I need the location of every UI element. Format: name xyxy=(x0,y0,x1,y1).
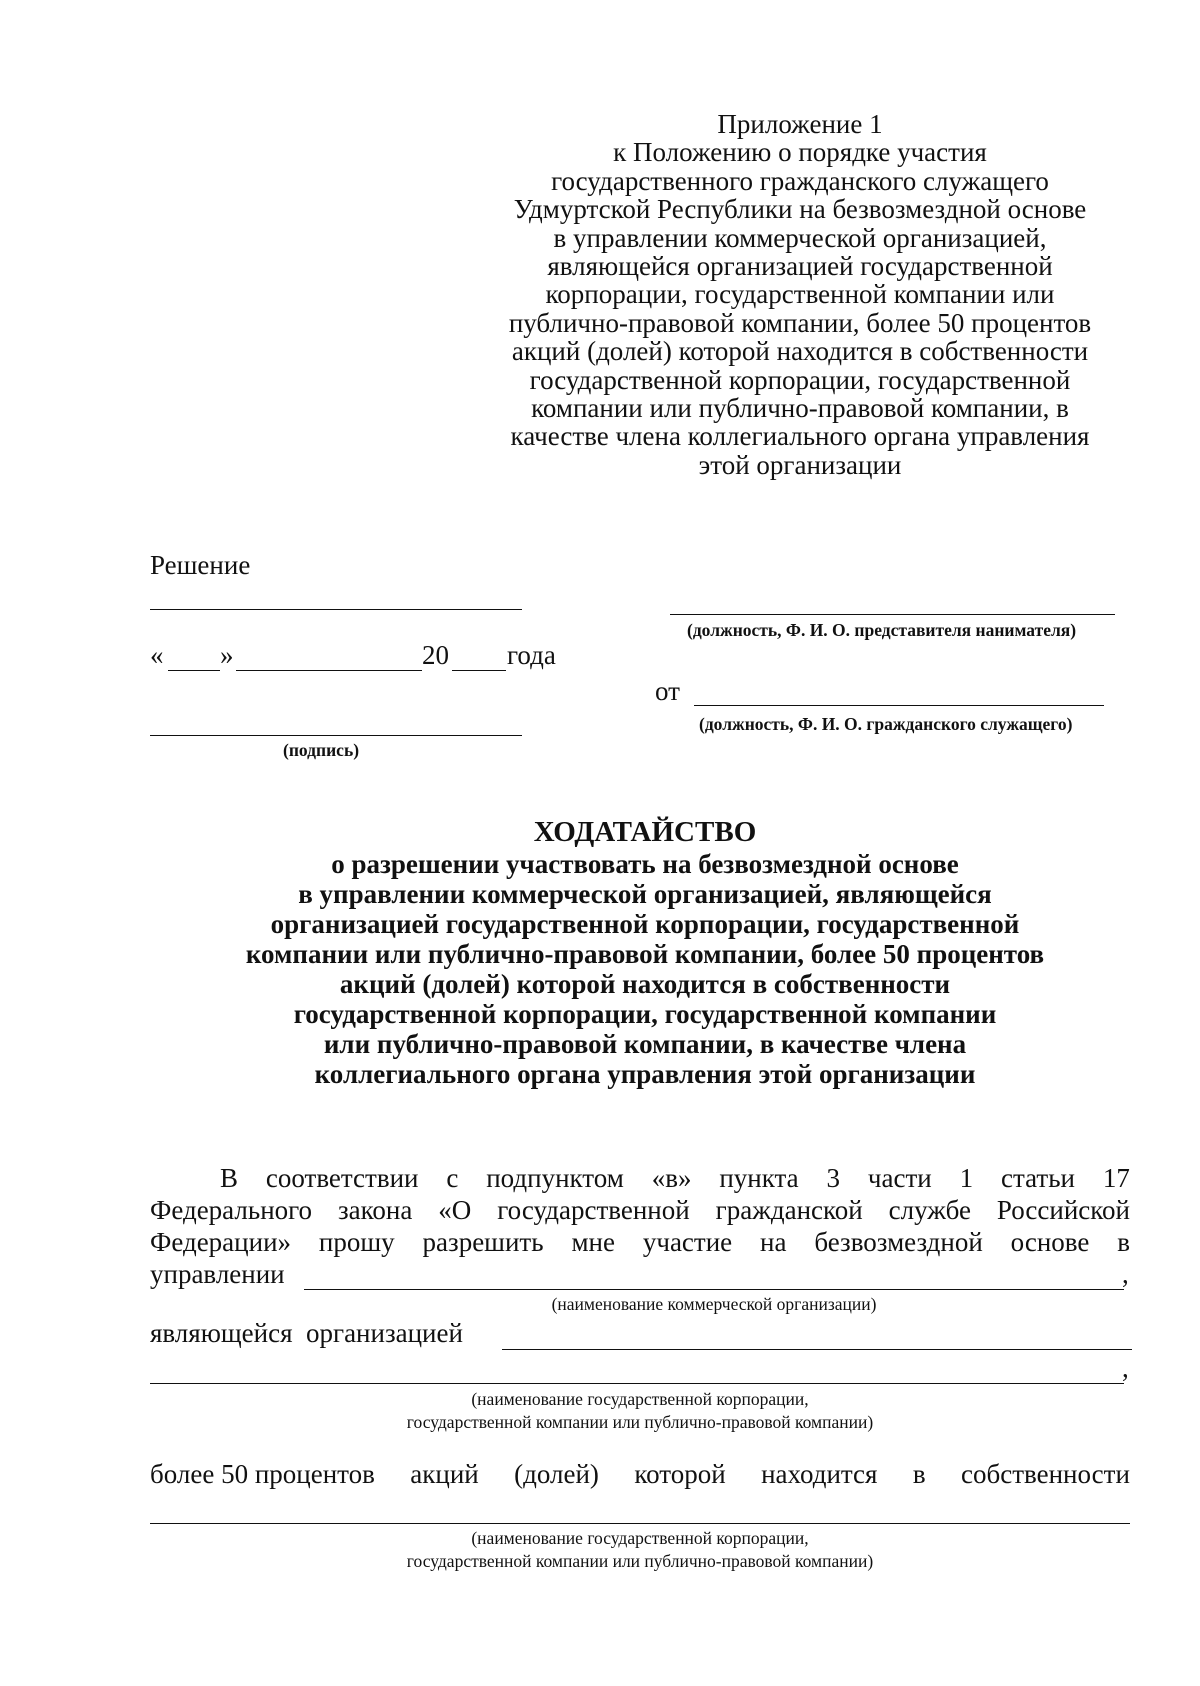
word: «в» xyxy=(651,1163,692,1193)
title-line: государственной корпорации, государственной компании xyxy=(293,999,997,1029)
title-line: акций (долей) которой находится в собственности xyxy=(339,969,951,999)
title-line: в управлении коммерческой организацией, являющейся xyxy=(298,879,992,909)
body-line-1 xyxy=(220,1163,1130,1194)
title-line: о разрешении участвовать на безвозмездной основе xyxy=(331,849,959,879)
appendix-header xyxy=(470,110,1130,479)
signature-caption: (подпись) xyxy=(283,740,360,760)
date-open-quote: « xyxy=(150,640,164,670)
title-line: коллегиального органа управления этой организации xyxy=(314,1059,976,1089)
word: в xyxy=(1117,1227,1130,1257)
appendix-line: являющейся организацией государственной xyxy=(547,251,1053,282)
employee-caption: (должность, Ф. И. О. гражданского служащего) xyxy=(699,714,1073,734)
word: более 50 процентов xyxy=(150,1459,375,1489)
word: гражданской xyxy=(715,1195,863,1225)
date-close-quote: » xyxy=(220,640,234,670)
word: части xyxy=(867,1163,932,1193)
appendix-line: Удмуртской Республики на безвозмездной основе xyxy=(513,194,1087,225)
comma: , xyxy=(1122,1353,1129,1383)
appendix-line: государственной корпорации, государственной xyxy=(529,364,1071,395)
commercial-org-blank[interactable] xyxy=(304,1289,1124,1290)
appendix-line: корпорации, государственной компании или xyxy=(545,279,1055,310)
decision-blank-line[interactable] xyxy=(150,609,522,610)
appendix-line: компании или публично-правовой компании, в xyxy=(531,393,1069,424)
word: соответствии xyxy=(265,1163,419,1193)
signature-line[interactable] xyxy=(150,735,522,736)
word: в xyxy=(912,1459,926,1489)
appendix-line: акций (долей) которой находится в собственности xyxy=(511,336,1089,367)
employee-blank-line[interactable] xyxy=(694,705,1104,706)
word: пункта xyxy=(719,1163,799,1193)
employer-blank-line[interactable] xyxy=(670,614,1115,615)
caption-line: государственной компании или публично-правовой компании) xyxy=(406,1412,874,1432)
date-year-blank[interactable] xyxy=(452,670,506,671)
word: 17 xyxy=(1102,1163,1130,1193)
caption-line: государственной компании или публично-правовой компании) xyxy=(406,1551,874,1571)
appendix-line: публично-правовой компании, более 50 процентов xyxy=(508,307,1092,338)
title-line: или публично-правовой компании, в качестве члена xyxy=(323,1029,967,1059)
year-suffix: года xyxy=(507,640,556,670)
word: безвозмездной xyxy=(814,1227,983,1257)
body-line-2 xyxy=(150,1195,1130,1226)
word: 1 xyxy=(959,1163,974,1193)
commercial-org-caption: (наименование коммерческой организации) xyxy=(551,1294,877,1314)
owner-blank[interactable] xyxy=(150,1523,1130,1524)
word: прошу xyxy=(318,1227,395,1257)
appendix-line: в управлении коммерческой организацией, xyxy=(553,222,1047,253)
date-month-blank[interactable] xyxy=(236,670,422,671)
word: основе xyxy=(1010,1227,1090,1257)
appendix-line: Приложение 1 xyxy=(717,109,883,139)
word: мне xyxy=(571,1227,615,1257)
word: Российской xyxy=(996,1195,1130,1225)
appendix-line: государственного гражданского служащего xyxy=(551,165,1049,196)
from-label: от xyxy=(655,676,680,706)
word: Федерального xyxy=(150,1195,313,1225)
decision-label: Решение xyxy=(150,550,251,580)
word: с xyxy=(446,1163,459,1193)
word: подпунктом xyxy=(486,1163,624,1193)
word: Федерации» xyxy=(150,1227,292,1257)
word: акций xyxy=(410,1459,479,1489)
word: на xyxy=(760,1227,787,1257)
caption-line: (наименование государственной корпорации, xyxy=(471,1389,809,1409)
word: В xyxy=(220,1163,239,1193)
petition-heading: ХОДАТАЙСТВО xyxy=(533,816,757,848)
comma: , xyxy=(1122,1259,1129,1289)
word: которой xyxy=(634,1459,726,1489)
employer-caption: (должность, Ф. И. О. представителя нанимателя) xyxy=(687,620,1077,640)
caption-line: (наименование государственной корпорации, xyxy=(471,1528,809,1548)
being-label: являющейся организацией xyxy=(150,1318,463,1348)
appendix-line: качестве члена коллегиального органа управления xyxy=(510,421,1090,452)
word: (долей) xyxy=(514,1459,599,1489)
owner-caption xyxy=(150,1527,1130,1573)
word: «О xyxy=(438,1195,472,1225)
word: разрешить xyxy=(422,1227,544,1257)
word: 3 xyxy=(826,1163,841,1193)
word: участие xyxy=(642,1227,733,1257)
corporation-blank-1[interactable] xyxy=(502,1349,1132,1350)
appendix-line: к Положению о порядке участия xyxy=(613,137,987,168)
word: находится xyxy=(761,1459,878,1489)
corporation-caption xyxy=(150,1388,1130,1434)
word: статьи xyxy=(1001,1163,1075,1193)
word: государственной xyxy=(497,1195,690,1225)
body-line-more xyxy=(150,1459,1130,1490)
management-label: управлении xyxy=(150,1259,285,1289)
appendix-line: этой организации xyxy=(698,449,902,480)
year-prefix: 20 xyxy=(422,640,449,670)
word: собственности xyxy=(961,1459,1130,1489)
date-day-blank[interactable] xyxy=(168,670,220,671)
word: закона xyxy=(338,1195,413,1225)
corporation-blank-2[interactable] xyxy=(150,1383,1124,1384)
body-line-3 xyxy=(150,1227,1130,1258)
word: службе xyxy=(888,1195,971,1225)
petition-title xyxy=(150,817,1140,1089)
title-line: организацией государственной корпорации, государственной xyxy=(270,909,1020,939)
title-line: компании или публично-правовой компании, более 50 процентов xyxy=(245,939,1045,969)
